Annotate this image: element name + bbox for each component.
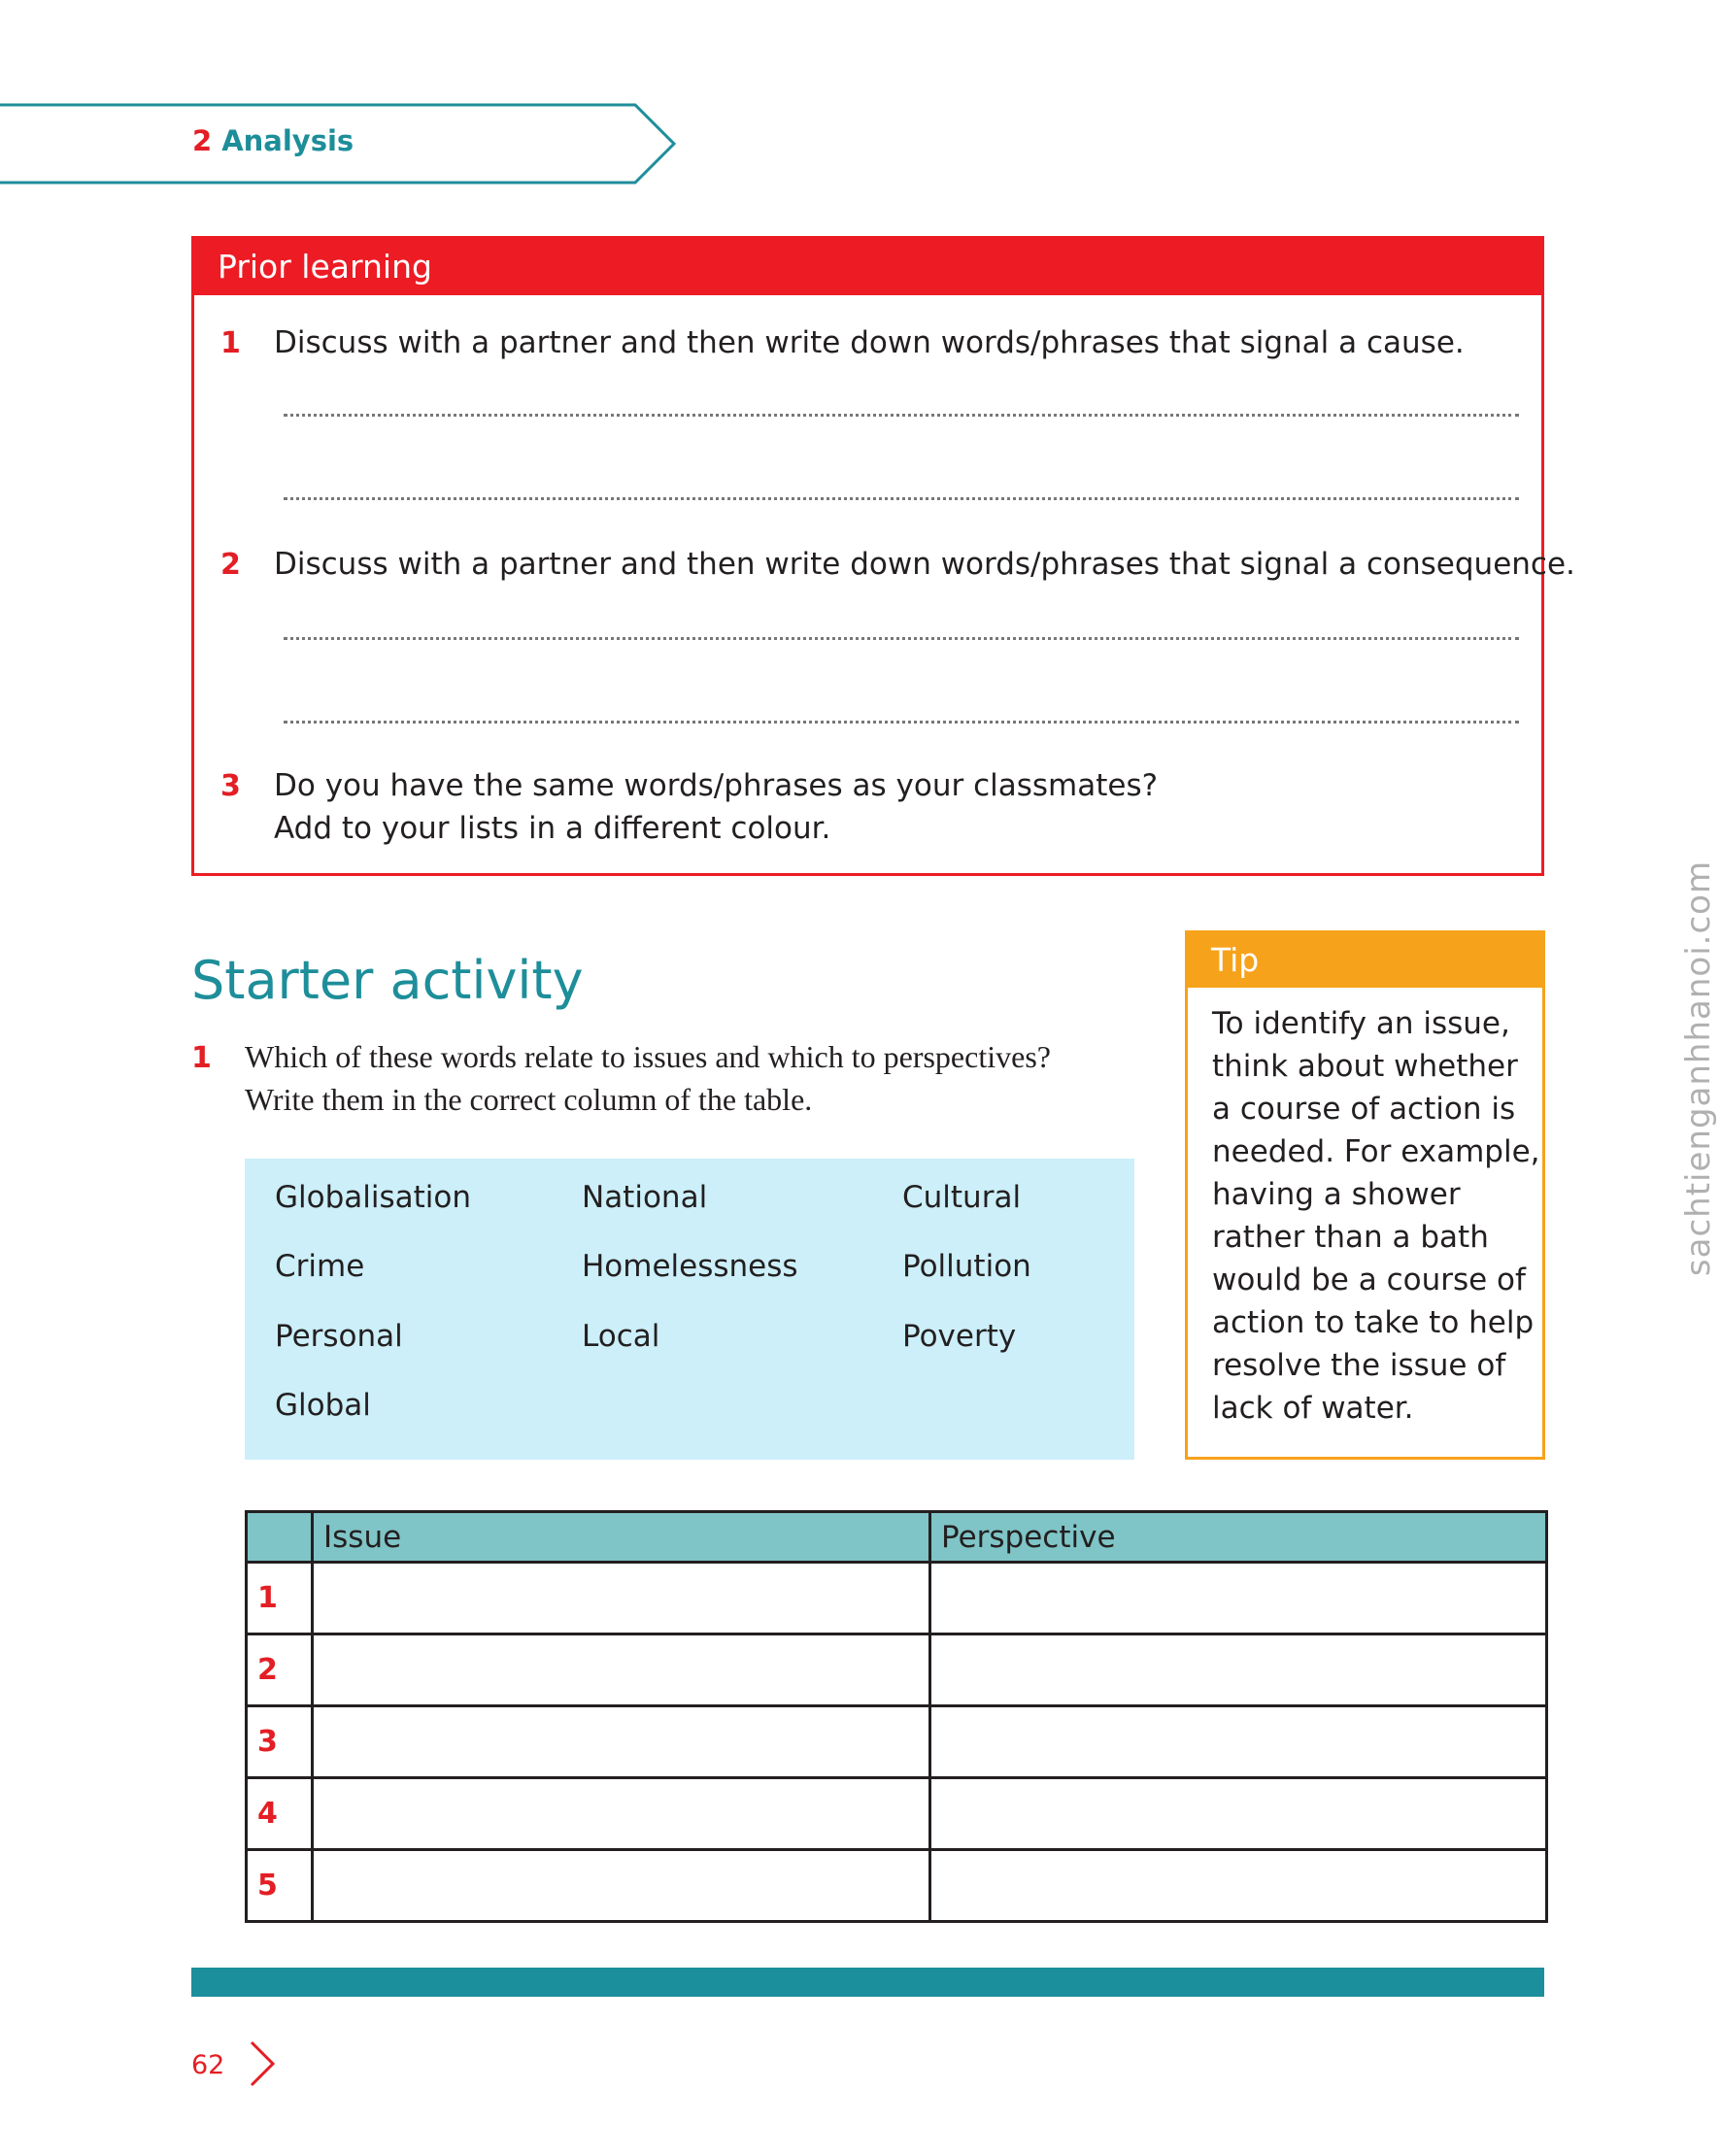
row-number: 2 [247,1634,313,1706]
chevron-right-icon [248,2039,277,2088]
question-text: Discuss with a partner and then write down words/phrases that signal a consequence. [274,547,1575,582]
perspective-cell[interactable] [930,1850,1547,1922]
tip-title: Tip [1188,933,1542,988]
table-row [247,1778,1547,1850]
row-number: 5 [247,1850,313,1922]
tip-text-line: action to take to help [1212,1305,1535,1340]
perspective-cell[interactable] [930,1706,1547,1778]
tip-box [1185,930,1545,1460]
question-text: Do you have the same words/phrases as your classmates? [274,768,1159,803]
tip-text-line: To identify an issue, [1212,1006,1510,1041]
table-header-issue: Issue [313,1512,930,1563]
issue-cell[interactable] [313,1706,930,1778]
tip-text-line: resolve the issue of [1212,1348,1506,1383]
chapter-heading [192,124,354,157]
word-item: Globalisation [275,1180,472,1215]
word-item: Personal [275,1319,403,1354]
word-item: Pollution [902,1249,1031,1284]
question-text: Which of these words relate to issues and which to perspectives? [245,1039,1051,1074]
table-header-blank [247,1512,313,1563]
word-item: National [582,1180,708,1215]
tip-text-line: think about whether [1212,1049,1518,1084]
tip-text-line: would be a course of [1212,1263,1526,1297]
issue-cell[interactable] [313,1850,930,1922]
question-number: 2 [220,548,241,582]
row-number: 1 [247,1563,313,1634]
answer-line[interactable] [284,497,1519,500]
tip-text-line: having a shower [1212,1177,1461,1212]
question-number: 1 [191,1041,212,1075]
table-row [247,1563,1547,1634]
tip-text-line: lack of water. [1212,1391,1414,1426]
chapter-title: Analysis [221,124,354,157]
question-number: 3 [220,769,241,803]
watermark: sachtienganhhanoi.com [1679,859,1718,1277]
row-number: 4 [247,1778,313,1850]
page-number: 62 [191,2050,225,2080]
word-item: Poverty [902,1319,1017,1354]
tip-text-line: needed. For example, [1212,1134,1540,1169]
answer-line[interactable] [284,637,1519,640]
question-text: Discuss with a partner and then write down words/phrases that signal a cause. [274,325,1465,360]
issue-cell[interactable] [313,1563,930,1634]
answer-line[interactable] [284,721,1519,724]
prior-learning-box [191,236,1575,876]
row-number: 3 [247,1706,313,1778]
question-text: Write them in the correct column of the table. [245,1082,813,1117]
table-row [247,1634,1547,1706]
word-bank [245,1159,1134,1460]
answer-line[interactable] [284,414,1519,417]
word-item: Crime [275,1249,365,1284]
table-row [247,1706,1547,1778]
word-item: Cultural [902,1180,1022,1215]
word-item: Local [582,1319,660,1354]
word-item: Global [275,1388,371,1423]
issue-cell[interactable] [313,1778,930,1850]
prior-learning-title: Prior learning [194,239,1541,295]
tip-text-line: rather than a bath [1212,1220,1489,1255]
section-title: Starter activity [191,950,584,1011]
table-row [247,1850,1547,1922]
question-number: 1 [220,326,241,360]
question-text: Add to your lists in a different colour. [274,811,831,846]
chapter-number: 2 [192,124,213,157]
perspective-cell[interactable] [930,1563,1547,1634]
perspective-cell[interactable] [930,1778,1547,1850]
footer-bar [191,1968,1544,1997]
word-item: Homelessness [582,1249,798,1284]
perspective-cell[interactable] [930,1634,1547,1706]
table-header-perspective: Perspective [930,1512,1547,1563]
tip-text-line: a course of action is [1212,1092,1516,1127]
answer-table [245,1510,1548,1923]
table-header-row [247,1512,1547,1563]
issue-cell[interactable] [313,1634,930,1706]
